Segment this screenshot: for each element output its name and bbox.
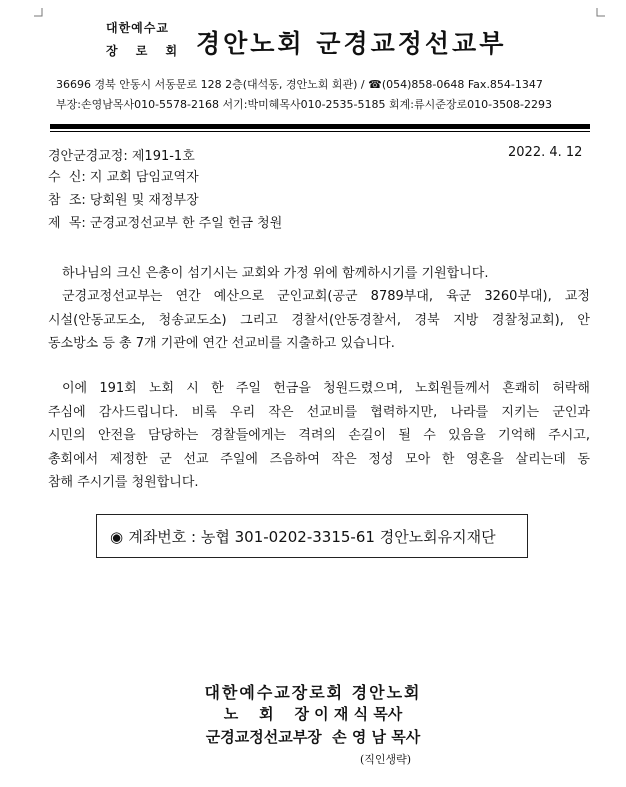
letterhead-title: 경안노회 군경교정선교부	[196, 29, 507, 58]
reference-row	[48, 189, 199, 208]
body-paragraph-greeting: 하나님의 크신 은총이 섬기시는 교회와 가정 위에 함께하시기를 기원합니다.	[62, 266, 489, 281]
address-line: 36696 경북 안동시 서동문로 128 2층(대석동, 경안노회 회관) / ☎(054)858-0648 Fax.854-1347	[56, 78, 543, 91]
contacts-line: 부장:손영남목사010-5578-2168 서기:박미혜목사010-2535-5185 회계:류시준장로010-3508-2293	[56, 98, 553, 111]
body-paragraph-request	[48, 377, 590, 495]
header-rule-thin	[50, 131, 590, 132]
bank-account-text: 계좌번호 : 농협 301-0202-3315-61 경안노회유지재단	[128, 528, 496, 546]
subject-value: 군경교정선교부 한 주일 헌금 청원	[89, 216, 283, 231]
org-name-line1: 대한예수교	[106, 21, 169, 35]
body-line: 총회에서 제정한 군 선교 주일에 즈음하여 작은 정성 모아 한 영혼을 살리는데 동	[48, 451, 590, 467]
corner-mark-top-right	[596, 8, 605, 17]
body-line: 동소방소 등 총 7개 기관에 연간 선교비를 지출하고 있습니다.	[48, 336, 395, 351]
signature-organization: 대한예수교장로회 경안노회	[204, 683, 422, 702]
body-line: 참해 주시기를 청원합니다.	[48, 475, 199, 490]
subject-row	[48, 212, 282, 231]
recipient-value: 지 교회 담임교역자	[89, 170, 199, 185]
seal-omitted-note: (직인생략)	[360, 753, 412, 766]
reference-value: 당회원 및 재정부장	[89, 193, 199, 208]
signature-department-head: 군경교정선교부장 손 영 남 목사	[205, 728, 421, 746]
body-line: 주심에 감사드립니다. 비록 우리 작은 선교비를 협력하지만, 나라를 지키는 군인과	[48, 404, 590, 420]
recipient-label: 수 신:	[48, 170, 86, 185]
org-name-line2: 장 로 회	[106, 44, 185, 58]
corner-mark-top-left	[34, 8, 43, 17]
body-line: 시설(안동교도소, 청송교도소) 그리고 경찰서(안동경찰서, 경북 지방 경찰청교회), 안	[48, 312, 590, 328]
body-line: 시민의 안전을 담당하는 경찰들에게는 격려의 손길이 될 수 있음을 기억해 주시고,	[48, 428, 590, 443]
header-rule-thick	[50, 124, 590, 129]
radio-bullet-icon: ◉	[110, 528, 124, 546]
signature-moderator: 노 회 장 이 재 식 목사	[223, 705, 403, 723]
document-number: 경안군경교정: 제191-1호	[48, 149, 195, 164]
recipient-row	[48, 166, 199, 185]
subject-label: 제 목:	[48, 216, 86, 231]
body-paragraph-ministry	[48, 285, 590, 356]
reference-label: 참 조:	[48, 193, 86, 208]
document-date: 2022. 4. 12	[508, 145, 583, 160]
bank-account-line	[110, 526, 496, 547]
body-line: 군경교정선교부는 연간 예산으로 군인교회(공군 8789부대, 육군 3260부대), 교정	[62, 289, 590, 304]
body-line: 이에 191회 노회 시 한 주일 헌금을 청원드렸으며, 노회원들께서 흔쾌히 허락해	[62, 381, 590, 396]
